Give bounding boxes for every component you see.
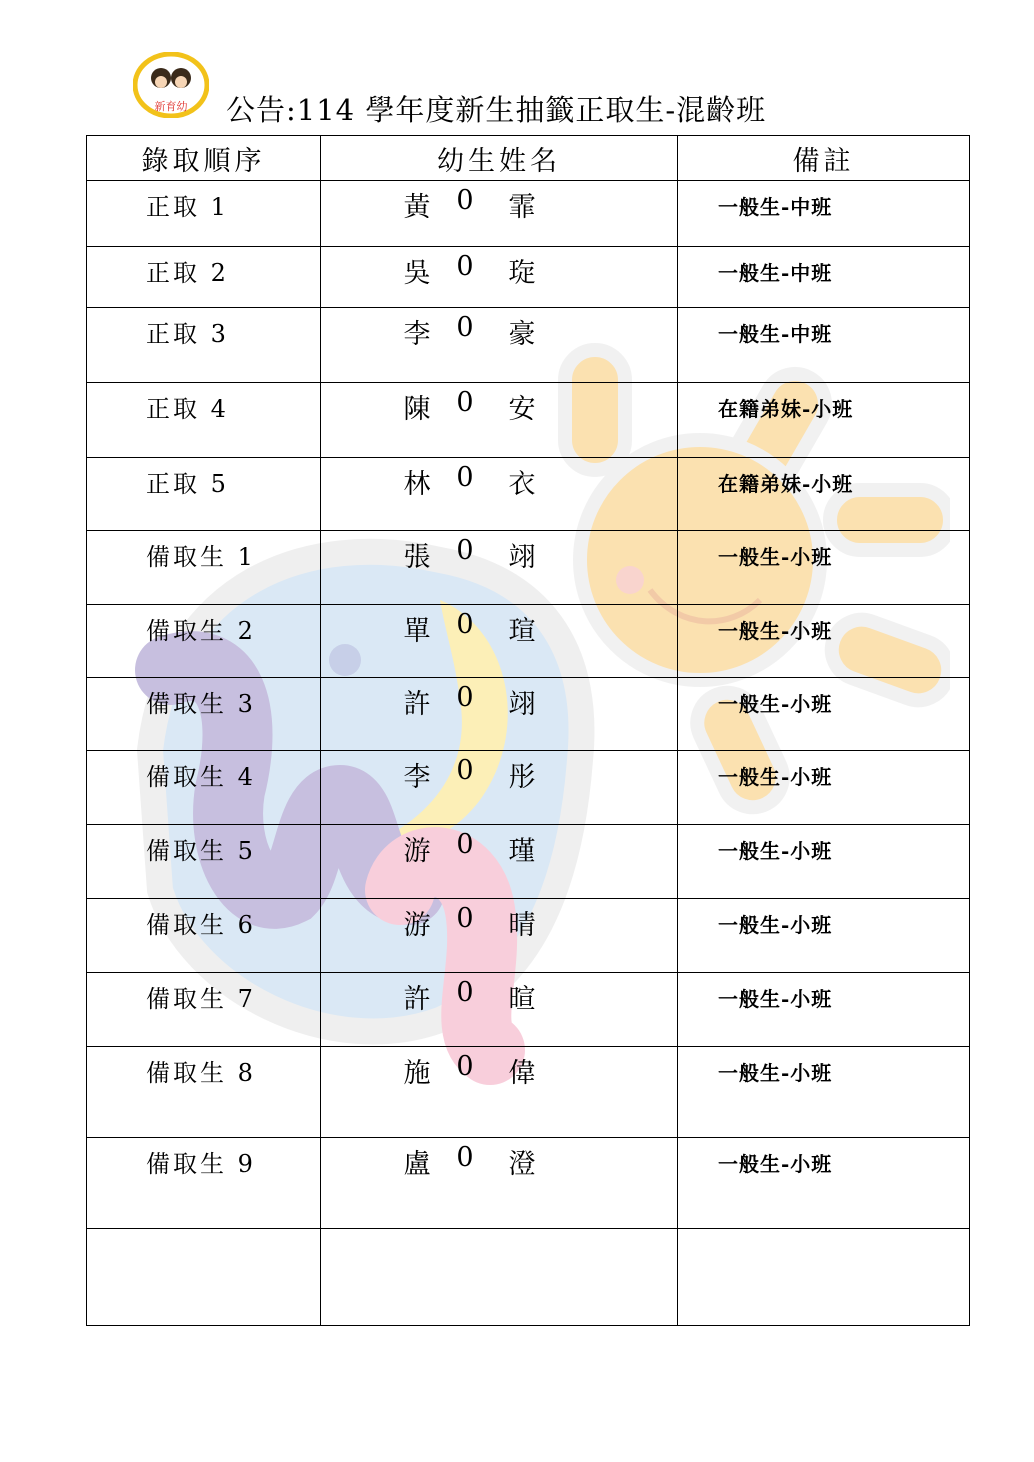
child-name-cell [321,751,678,825]
note-cell: 一般生-小班 [678,1138,970,1229]
surname-char: 許 [403,689,431,720]
table-row [87,383,970,458]
table-row [87,1138,970,1229]
masked-char: 0 [456,903,474,934]
order-cell: 正取 1 [87,181,321,247]
given-name-char: 霏 [508,192,536,223]
masked-char: 0 [456,977,474,1008]
order-cell: 正取 2 [87,247,321,308]
given-name-char: 瑄 [508,616,536,647]
given-name-char: 翊 [508,542,536,573]
surname-char: 林 [403,469,431,500]
note-cell: 一般生-中班 [678,181,970,247]
surname-char: 陳 [403,394,431,425]
page-title: 公告:114 學年度新生抽籤正取生-混齡班 [226,93,767,127]
note-cell: 一般生-小班 [678,899,970,973]
note-cell: 一般生-小班 [678,605,970,678]
given-name-char: 衣 [508,469,536,500]
note-cell [678,1229,970,1326]
masked-char: 0 [456,535,474,566]
column-header-order: 錄取順序 [87,136,321,181]
surname-char: 游 [403,836,431,867]
column-header-name: 幼生姓名 [321,136,678,181]
child-name-cell [321,678,678,751]
given-name-char: 翊 [508,689,536,720]
surname-char: 許 [403,984,431,1015]
child-name-cell [321,825,678,899]
given-name-char: 琁 [508,258,536,289]
table-row [87,678,970,751]
table-row [87,458,970,531]
masked-char: 0 [456,312,474,343]
table-header-row [87,136,970,181]
note-cell: 一般生-小班 [678,751,970,825]
masked-char: 0 [456,682,474,713]
masked-char: 0 [456,1051,474,1082]
note-cell: 一般生-小班 [678,531,970,605]
surname-char: 施 [403,1058,431,1089]
surname-char: 張 [403,542,431,573]
child-name-cell [321,1229,678,1326]
note-cell: 一般生-小班 [678,1047,970,1138]
masked-char: 0 [456,251,474,282]
child-name-cell [321,1138,678,1229]
column-header-note: 備註 [678,136,970,181]
order-cell: 備取生 5 [87,825,321,899]
masked-char: 0 [456,1142,474,1173]
table-row [87,531,970,605]
masked-char: 0 [456,609,474,640]
surname-char: 吳 [403,258,431,289]
order-cell: 備取生 2 [87,605,321,678]
masked-char: 0 [456,755,474,786]
masked-char: 0 [456,462,474,493]
given-name-char: 晴 [508,910,536,941]
table-row [87,1047,970,1138]
note-cell: 一般生-中班 [678,247,970,308]
school-logo-icon [133,52,209,118]
child-name-cell [321,605,678,678]
table-row [87,1229,970,1326]
surname-char: 單 [403,616,431,647]
surname-char: 黃 [403,192,431,223]
table-row [87,973,970,1047]
child-name-cell [321,458,678,531]
given-name-char: 暄 [508,984,536,1015]
note-cell: 一般生-小班 [678,825,970,899]
given-name-char: 安 [508,394,536,425]
table-row [87,308,970,383]
child-name-cell [321,308,678,383]
child-name-cell [321,247,678,308]
order-cell: 備取生 7 [87,973,321,1047]
order-cell: 備取生 6 [87,899,321,973]
admission-table [86,135,970,1326]
order-cell: 備取生 1 [87,531,321,605]
order-cell: 備取生 3 [87,678,321,751]
note-cell: 一般生-小班 [678,678,970,751]
surname-char: 游 [403,910,431,941]
order-cell: 正取 4 [87,383,321,458]
masked-char: 0 [456,185,474,216]
order-cell [87,1229,321,1326]
surname-char: 盧 [403,1149,431,1180]
order-cell: 正取 5 [87,458,321,531]
given-name-char: 澄 [508,1149,536,1180]
note-cell: 在籍弟妹-小班 [678,383,970,458]
order-cell: 備取生 9 [87,1138,321,1229]
surname-char: 李 [403,762,431,793]
note-cell: 在籍弟妹-小班 [678,458,970,531]
child-name-cell [321,973,678,1047]
child-name-cell [321,531,678,605]
note-cell: 一般生-小班 [678,973,970,1047]
order-cell: 備取生 4 [87,751,321,825]
child-name-cell [321,383,678,458]
masked-char: 0 [456,829,474,860]
given-name-char: 豪 [508,319,536,350]
table-row [87,605,970,678]
given-name-char: 彤 [508,762,536,793]
given-name-char: 瑾 [508,836,536,867]
table-row [87,247,970,308]
note-cell: 一般生-中班 [678,308,970,383]
child-name-cell [321,1047,678,1138]
child-name-cell [321,899,678,973]
logo-text: 新育幼 [154,100,188,113]
table-row [87,181,970,247]
table-row [87,825,970,899]
child-name-cell [321,181,678,247]
surname-char: 李 [403,319,431,350]
order-cell: 正取 3 [87,308,321,383]
table-row [87,751,970,825]
order-cell: 備取生 8 [87,1047,321,1138]
masked-char: 0 [456,387,474,418]
given-name-char: 偉 [508,1058,536,1089]
table-row [87,899,970,973]
